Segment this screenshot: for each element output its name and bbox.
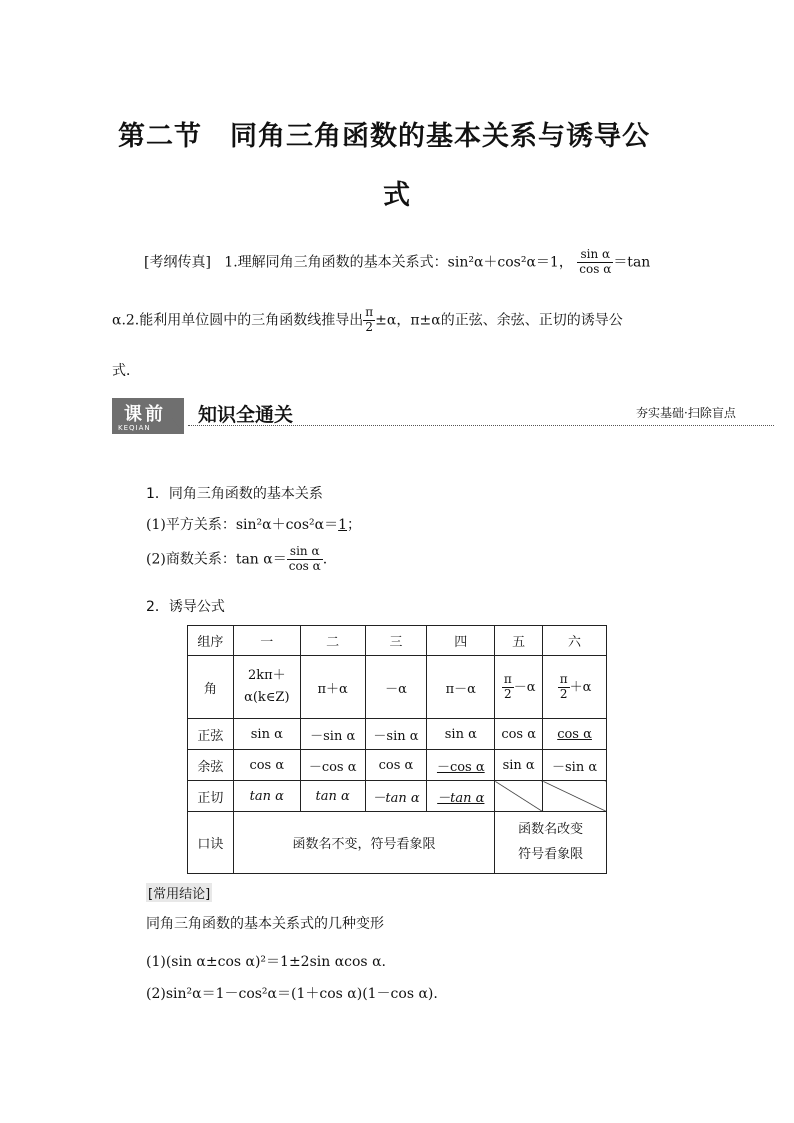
table-mnemonic-row [188,812,607,874]
outline-frac-num: sin α [577,248,613,263]
banner-title: 知识全通关 [198,404,294,426]
section2-heading: 2．诱导公式 [146,599,225,615]
mnemonic-right [495,812,607,874]
tangent-cell [427,781,495,812]
section-banner [112,398,774,438]
tangent-cell-answer: －tan α [437,790,485,806]
cosine-cell: cos α [365,750,427,781]
conclusion-item-1: (1)(sin α±cos α)²＝1±2sin αcos α. [146,954,386,970]
empty-diagonal-cell [495,781,543,812]
sine-cell-answer: cos α [557,726,592,742]
cosine-cell-answer: －cos α [436,759,485,775]
outline-line-1 [144,248,704,277]
tangent-cell: tan α [300,781,365,812]
banner-dotted-rule [188,425,774,426]
sine-cell: －sin α [365,719,427,750]
outline-pi-den: 2 [365,319,374,334]
angle-6-den: 2 [559,686,568,701]
outline-text-3: α.2.能利用单位圆中的三角函数线推导出 [112,312,364,329]
tangent-cell: －tan α [365,781,427,812]
banner-pinyin: KEQIAN [118,424,151,432]
table-cosine-row [188,750,607,781]
angle-5-den: 2 [503,686,512,701]
angle-5-num: π [503,671,512,686]
outline-text-5: 式． [112,363,140,379]
outline-text-2: ＝tan [613,254,651,271]
conclusion-heading: 同角三角函数的基本关系式的几种变形 [146,916,384,932]
outline-tag: [考纲传真] [144,254,211,271]
cosine-cell: cos α [233,750,300,781]
header-cell: 一 [233,626,300,656]
angle-cell-5 [495,656,543,719]
empty-diagonal-cell [543,781,607,812]
mnemonic-left: 函数名不变，符号看象限 [233,812,494,874]
title-line-2: 式 [383,180,411,211]
cosine-cell: －sin α [543,750,607,781]
induction-formula-table [187,625,607,874]
section1-heading: 1．同角三角函数的基本关系 [146,486,323,502]
angle-1-line-2: α(k∈Z) [244,690,290,705]
conclusion-item-2: (2)sin²α＝1－cos²α＝(1＋cos α)(1－cos α). [146,986,438,1002]
outline-pi-num: π [365,305,374,319]
header-cell: 六 [543,626,607,656]
angle-cell-6 [543,656,607,719]
table-sine-row [188,719,607,750]
sine-cell: sin α [427,719,495,750]
angle-5-fraction [502,673,514,702]
conclusion-tag: [常用结论] [146,883,212,902]
outline-fraction [577,248,613,277]
table-tangent-row [188,781,607,812]
mnemonic-right-line-2: 符号看象限 [518,846,584,862]
page-title [118,114,688,153]
banner-box-label: 课前 [124,404,166,425]
square-relation-answer: 1 [338,517,348,533]
outline-pi-fraction [363,306,375,335]
angle-1-line-1: 2kπ＋ [247,667,286,683]
outline-text-4: ±α，π±α的正弦、余弦、正切的诱导公 [375,312,623,329]
quotient-relation-text: (2)商数关系：tan α＝ [146,551,287,568]
cosine-cell [427,750,495,781]
quotient-den: cos α [288,558,321,573]
angle-cell-4: π－α [427,656,495,719]
cosine-cell: －cos α [300,750,365,781]
row-label: 角 [188,656,234,719]
quotient-suffix: . [322,551,328,568]
square-relation-text: (1)平方关系：sin²α＋cos²α＝ [146,517,339,533]
row-label: 正弦 [188,719,234,750]
section1-item1 [146,514,361,534]
angle-cell-3: －α [365,656,427,719]
header-cell: 二 [300,626,365,656]
sine-cell [543,719,607,750]
sine-cell: cos α [495,719,543,750]
angle-6-fraction [558,673,570,702]
outline-frac-den: cos α [579,261,612,276]
outline-line-2 [112,306,623,335]
header-cell: 组序 [188,626,234,656]
angle-6-rest: ＋α [569,679,592,695]
angle-5-rest: －α [513,679,536,695]
angle-cell-1 [233,656,300,719]
angle-6-num: π [559,671,568,686]
header-cell: 三 [365,626,427,656]
row-label: 正切 [188,781,234,812]
outline-text-1: 1.理解同角三角函数的基本关系式：sin²α＋cos²α＝1， [224,254,573,271]
banner-slogan: 夯实基础·扫除盲点 [636,406,736,420]
row-label: 口诀 [188,812,234,874]
table-angle-row [188,656,607,719]
banner-arrow [172,418,184,434]
outline-line-3 [112,360,140,380]
square-relation-suffix: ； [347,517,362,533]
sine-cell: －sin α [300,719,365,750]
quotient-fraction [287,545,323,574]
header-cell: 四 [427,626,495,656]
quotient-num: sin α [287,545,323,560]
sine-cell: sin α [233,719,300,750]
title-line-1: 第二节 同角三角函数的基本关系与诱导公 [118,121,650,152]
tangent-cell: tan α [233,781,300,812]
header-cell: 五 [495,626,543,656]
cosine-cell: sin α [495,750,543,781]
page-title-line-2 [383,173,411,212]
row-label: 余弦 [188,750,234,781]
mnemonic-right-line-1: 函数名改变 [518,821,584,837]
section1-item2 [146,545,327,574]
table-header-row [188,626,607,656]
angle-cell-2: π＋α [300,656,365,719]
